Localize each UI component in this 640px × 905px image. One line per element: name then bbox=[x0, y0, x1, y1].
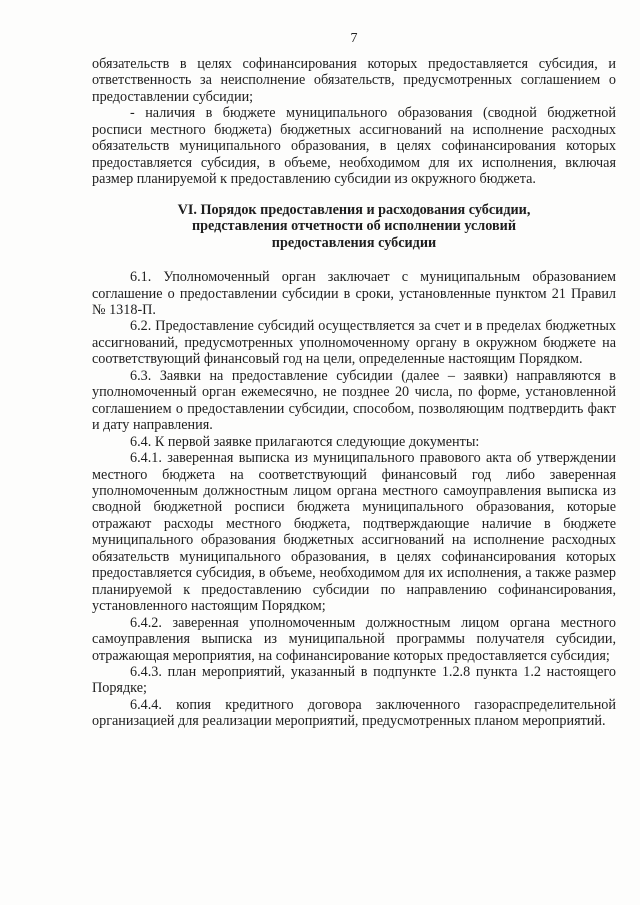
paragraph-budget-allocations: - наличия в бюджете муниципального образования (сводной бюджетной росписи местного бюджета) бюджетных ассигнований на исполнение расходных обязательств муниципального образования, в целях софинансирования которых предоставляется субсидия, в объеме, необходимом для их исполнения, включая размер планируемой к предоставлению субсидии из окружного бюджета. bbox=[92, 105, 616, 188]
paragraph-obligations-continuation: обязательств в целях софинансирования которых предоставляется субсидия, и ответственность за неисполнение обязательств, предусмотренных соглашением о предоставлении субсидии; bbox=[92, 56, 616, 105]
section-heading bbox=[98, 202, 610, 252]
paragraph-6-2: 6.2. Предоставление субсидий осуществляется за счет и в пределах бюджетных ассигнований, предусмотренных уполномоченному органу в окружном бюджете на соответствующий финансовый год на цели, определенные настоящим Порядком. bbox=[92, 318, 616, 368]
section-heading-line: предоставления субсидии bbox=[271, 234, 437, 251]
section-heading-line: VI. Порядок предоставления и расходования субсидии, bbox=[177, 201, 531, 218]
paragraph-6-4-4: 6.4.4. копия кредитного договора заключенного газораспределительной организацией для реализации мероприятий, предусмотренных планом мероприятий. bbox=[92, 696, 616, 730]
page-number: 7 bbox=[350, 31, 358, 46]
paragraph-6-4-1: 6.4.1. заверенная выписка из муниципального правового акта об утверждении местного бюджета на соответствующий финансовый год либо заверенная уполномоченным должностным лицом органа местного самоуправления выписка из сводной бюджетной росписи бюджета муниципального образования, которые отражают расходы местного бюджета, подтверждающие наличие в бюджете муниципального образования бюджетных ассигнований на исполнение расходных обязательств муниципального образования, в целях софинансирования которых предоставляется субсидия, в объеме, необходимом для их исполнения, а также размер планируемой к предоставлению субсидии по направлению софинансирования, установленного настоящим Порядком; bbox=[92, 450, 616, 615]
paragraph-6-4: 6.4. К первой заявке прилагаются следующие документы: bbox=[130, 433, 480, 450]
paragraph-6-1: 6.1. Уполномоченный орган заключает с муниципальным образованием соглашение о предоставлении субсидии в сроки, установленные пунктом 21 Правил № 1318-П. bbox=[92, 269, 616, 319]
section-heading-line: представления отчетности об исполнении условий bbox=[191, 218, 517, 235]
paragraph-6-4-2: 6.4.2. заверенная уполномоченным должностным лицом органа местного самоуправления выписка из муниципальной программы получателя субсидии, отражающая мероприятия, на софинансирование которых предоставляется субсидия; bbox=[92, 614, 616, 664]
paragraph-6-3: 6.3. Заявки на предоставление субсидии (далее – заявки) направляются в уполномоченный орган ежемесячно, не позднее 20 числа, по форме, установленной соглашением о предоставлении субсидии, способом, позволяющим подтвердить факт и дату направления. bbox=[92, 367, 616, 434]
paragraph-6-4-3: 6.4.3. план мероприятий, указанный в подпункте 1.2.8 пункта 1.2 настоящего Порядке; bbox=[92, 664, 616, 697]
